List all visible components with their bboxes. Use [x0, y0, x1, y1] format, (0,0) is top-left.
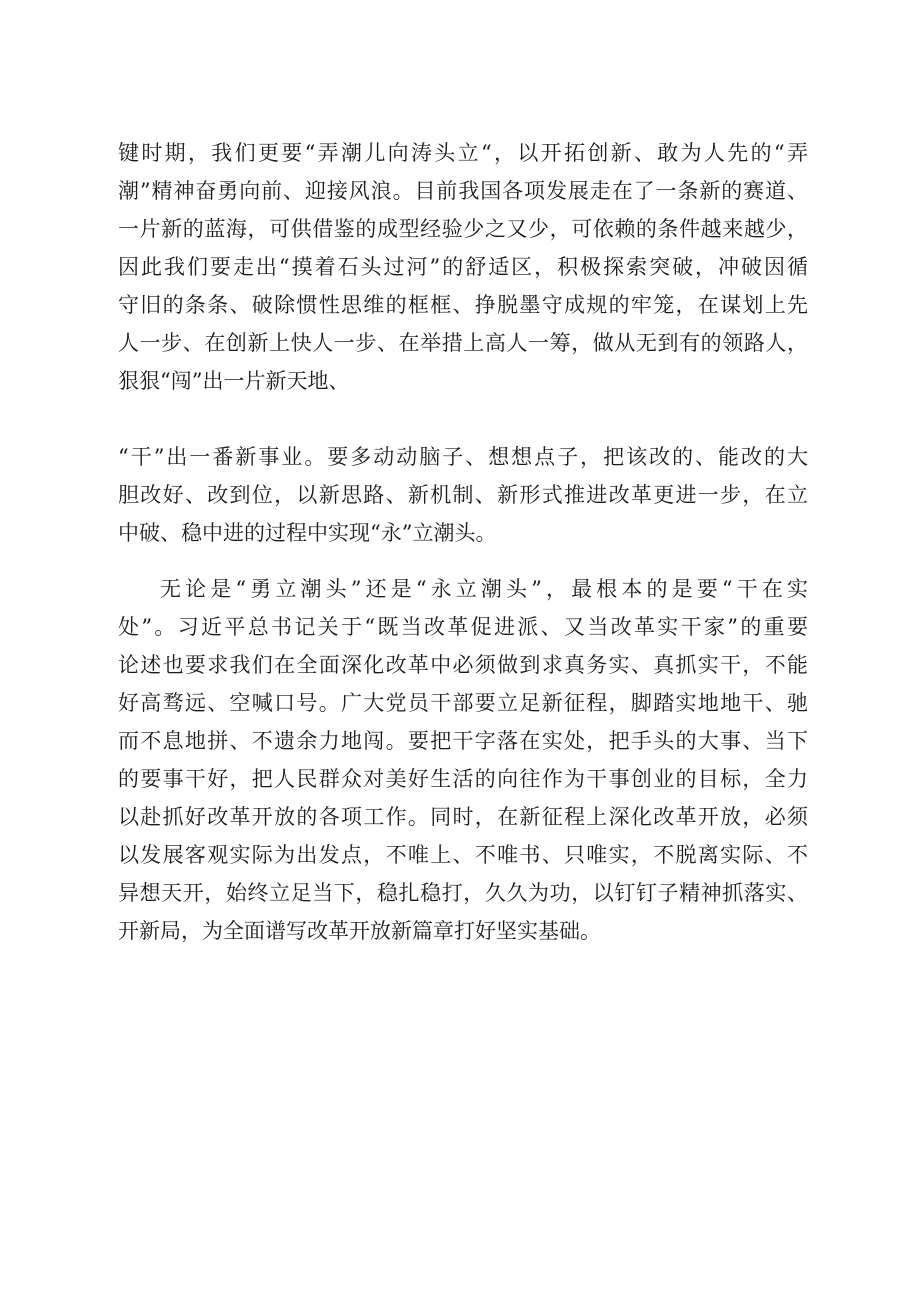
text-line: 人一步、在创新上快人一步、在举措上高人一筹，做从无到有的领路人， — [118, 331, 808, 355]
text-line: 中破、稳中进的过程中实现“永”立潮头。 — [118, 521, 497, 545]
text-line: 以发展客观实际为出发点，不唯上、不唯书、只唯实，不脱离实际、不 — [118, 843, 808, 867]
text-line: 好高骛远、空喊口号。广大党员干部要立足新征程，脚踏实地地干、驰 — [118, 691, 808, 715]
text-line: 潮”精神奋勇向前、迎接风浪。目前我国各项发展走在了一条新的赛道、 — [118, 179, 808, 203]
paragraph-3 — [118, 570, 808, 950]
text-line: 的要事干好，把人民群众对美好生活的向往作为干事创业的目标，全力 — [118, 767, 808, 791]
text-line: 而不息地拼、不遗余力地闯。要把干字落在实处，把手头的大事、当下 — [118, 729, 808, 753]
text-line: 开新局，为全面谱写改革开放新篇章打好坚实基础。 — [118, 919, 601, 943]
text-line: 论述也要求我们在全面深化改革中必须做到求真务实、真抓实干，不能 — [118, 653, 808, 677]
paragraph-1 — [118, 134, 808, 400]
text-line: 一片新的蓝海，可供借鉴的成型经验少之又少，可依赖的条件越来越少， — [118, 217, 808, 241]
text-line: 键时期，我们更要“弄潮儿向涛头立“，以开拓创新、敢为人先的“弄 — [118, 141, 808, 165]
paragraph-2 — [118, 438, 808, 552]
text-line: 处”。习近平总书记关于“既当改革促进派、又当改革实干家”的重要 — [118, 615, 808, 639]
text-line: 胆改好、改到位，以新思路、新机制、新形式推进改革更进一步，在立 — [118, 483, 808, 507]
text-line: 异想天开，始终立足当下，稳扎稳打，久久为功，以钉钉子精神抓落实、 — [118, 881, 808, 905]
text-line: 以赴抓好改革开放的各项工作。同时，在新征程上深化改革开放，必须 — [118, 805, 808, 829]
text-line: “干”出一番新事业。要多动动脑子、想想点子，把该改的、能改的大 — [118, 445, 808, 469]
text-line: 因此我们要走出“摸着石头过河”的舒适区，积极探索突破，冲破因循 — [118, 255, 808, 279]
text-line: 守旧的条条、破除惯性思维的框框、挣脱墨守成规的牢笼，在谋划上先 — [118, 293, 808, 317]
text-line: 无论是“勇立潮头”还是“永立潮头”，最根本的是要“干在实 — [160, 577, 808, 601]
text-line: 狠狠“闯”出一片新天地、 — [118, 369, 350, 393]
